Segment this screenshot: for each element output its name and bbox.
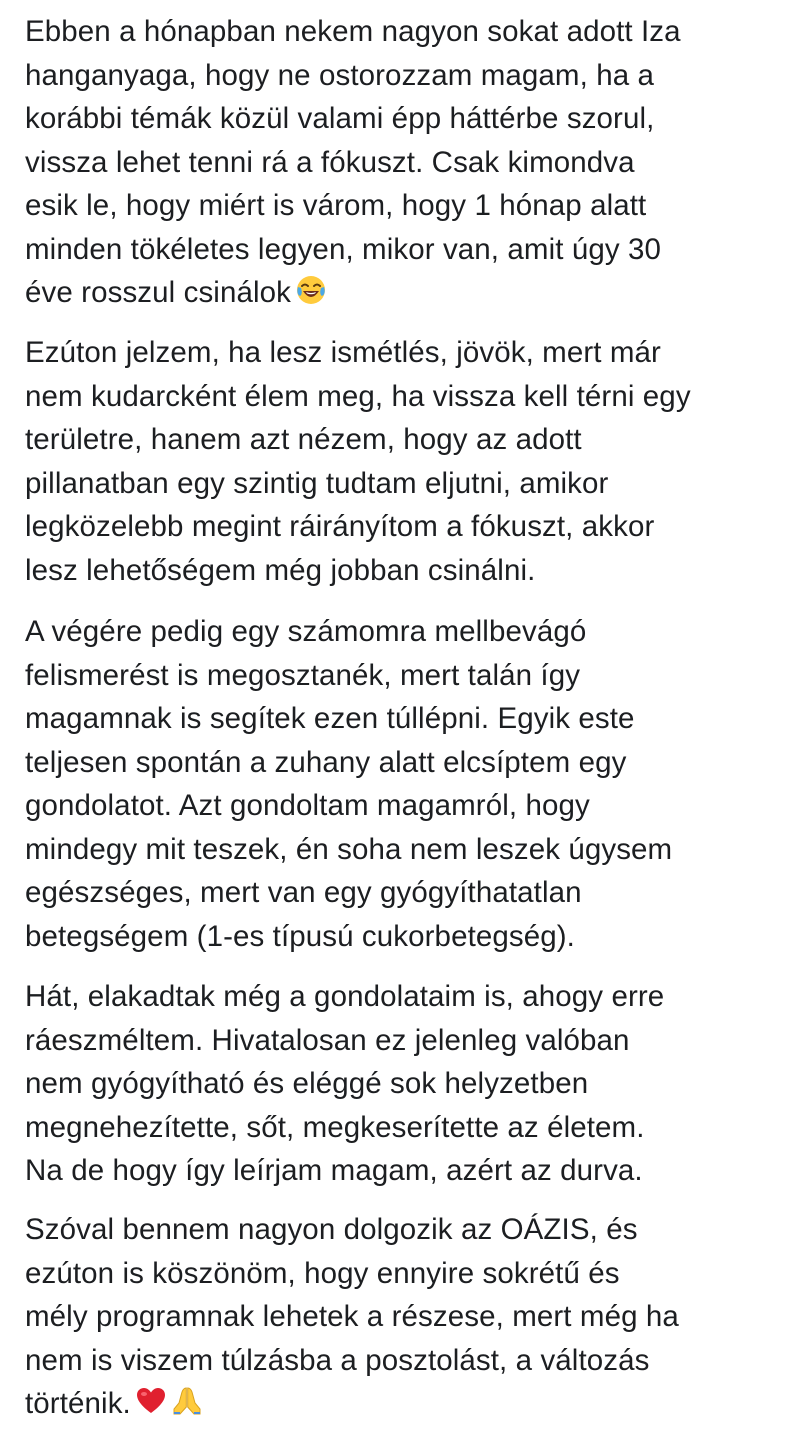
text-line: Hát, elakadtak még a gondolataim is, ahogy erre [25,980,665,1013]
paragraph-2 [25,331,691,592]
text-line: Na de hogy így leírjam magam, azért az durva. [25,1154,643,1187]
text-line: mindegy mit teszek, én soha nem leszek úgysem [25,832,673,866]
text-line: Ebben a hónapban nekem nagyon sokat adott Iza [25,15,681,48]
text-line: pillanatban egy szintig tudtam eljutni, amikor [25,466,609,500]
text-line: teljesen spontán a zuhany alatt elcsíptem egy [25,745,627,779]
text-line: magamnak is segítek ezen túllépni. Egyik este [25,702,635,735]
text-line: nem kudarcként élem meg, ha vissza kell térni egy [25,379,691,413]
praying-hands-icon [171,1385,203,1417]
text-line: gondolatot. Azt gondoltam magamról, hogy [25,789,590,822]
text-line: területre, hanem azt nézem, hogy az adott [25,423,582,456]
text-line: legközelebb megint ráirányítom a fókuszt, akkor [25,510,655,543]
text-line: történik. [25,1387,131,1420]
text-line: ezúton is köszönöm, hogy ennyire sokrétű és [25,1256,620,1290]
text-line: felismerést is megosztanék, mert talán így [25,658,581,692]
laughing-crying-emoji-icon [295,274,327,306]
text-line: Szóval bennem nagyon dolgozik az OÁZIS, és [25,1213,638,1246]
text-line: Ezúton jelzem, ha lesz ismétlés, jövök, mert már [25,336,661,369]
red-heart-icon [135,1385,167,1417]
text-line: mély programnak lehetek a részese, mert még ha [25,1300,679,1333]
text-line: ráeszméltem. Hivatalosan ez jelenleg valóban [25,1023,630,1057]
text-line-with-emoji [25,1382,679,1426]
text-line: nem is viszem túlzásba a posztolást, a változás [25,1343,650,1377]
text-line: esik le, hogy miért is várom, hogy 1 hónap alatt [25,189,647,222]
paragraph-4 [25,975,664,1193]
text-line: A végére pedig egy számomra mellbevágó [25,615,587,648]
text-line: egészséges, mert van egy gyógyíthatatlan [25,876,582,909]
text-line: hanganyaga, hogy ne ostorozzam magam, ha a [25,58,655,92]
text-line: megnehezítette, sőt, megkeserítette az életem. [25,1110,645,1144]
paragraph-3 [25,610,672,958]
text-line: vissza lehet tenni rá a fókuszt. Csak kimondva [25,145,635,179]
text-line: éve rosszul csinálok [25,276,291,309]
text-line: betegségem (1-es típusú cukorbetegség). [25,919,575,953]
text-line: minden tökéletes legyen, mikor van, amit úgy 30 [25,232,661,266]
text-line: nem gyógyítható és eléggé sok helyzetben [25,1067,589,1100]
paragraph-1 [25,10,681,315]
text-line: lesz lehetőségem még jobban csinálni. [25,553,536,587]
text-line-with-emoji [25,271,681,315]
text-line: korábbi témák közül valami épp háttérbe szorul, [25,102,655,135]
paragraph-5 [25,1208,679,1426]
